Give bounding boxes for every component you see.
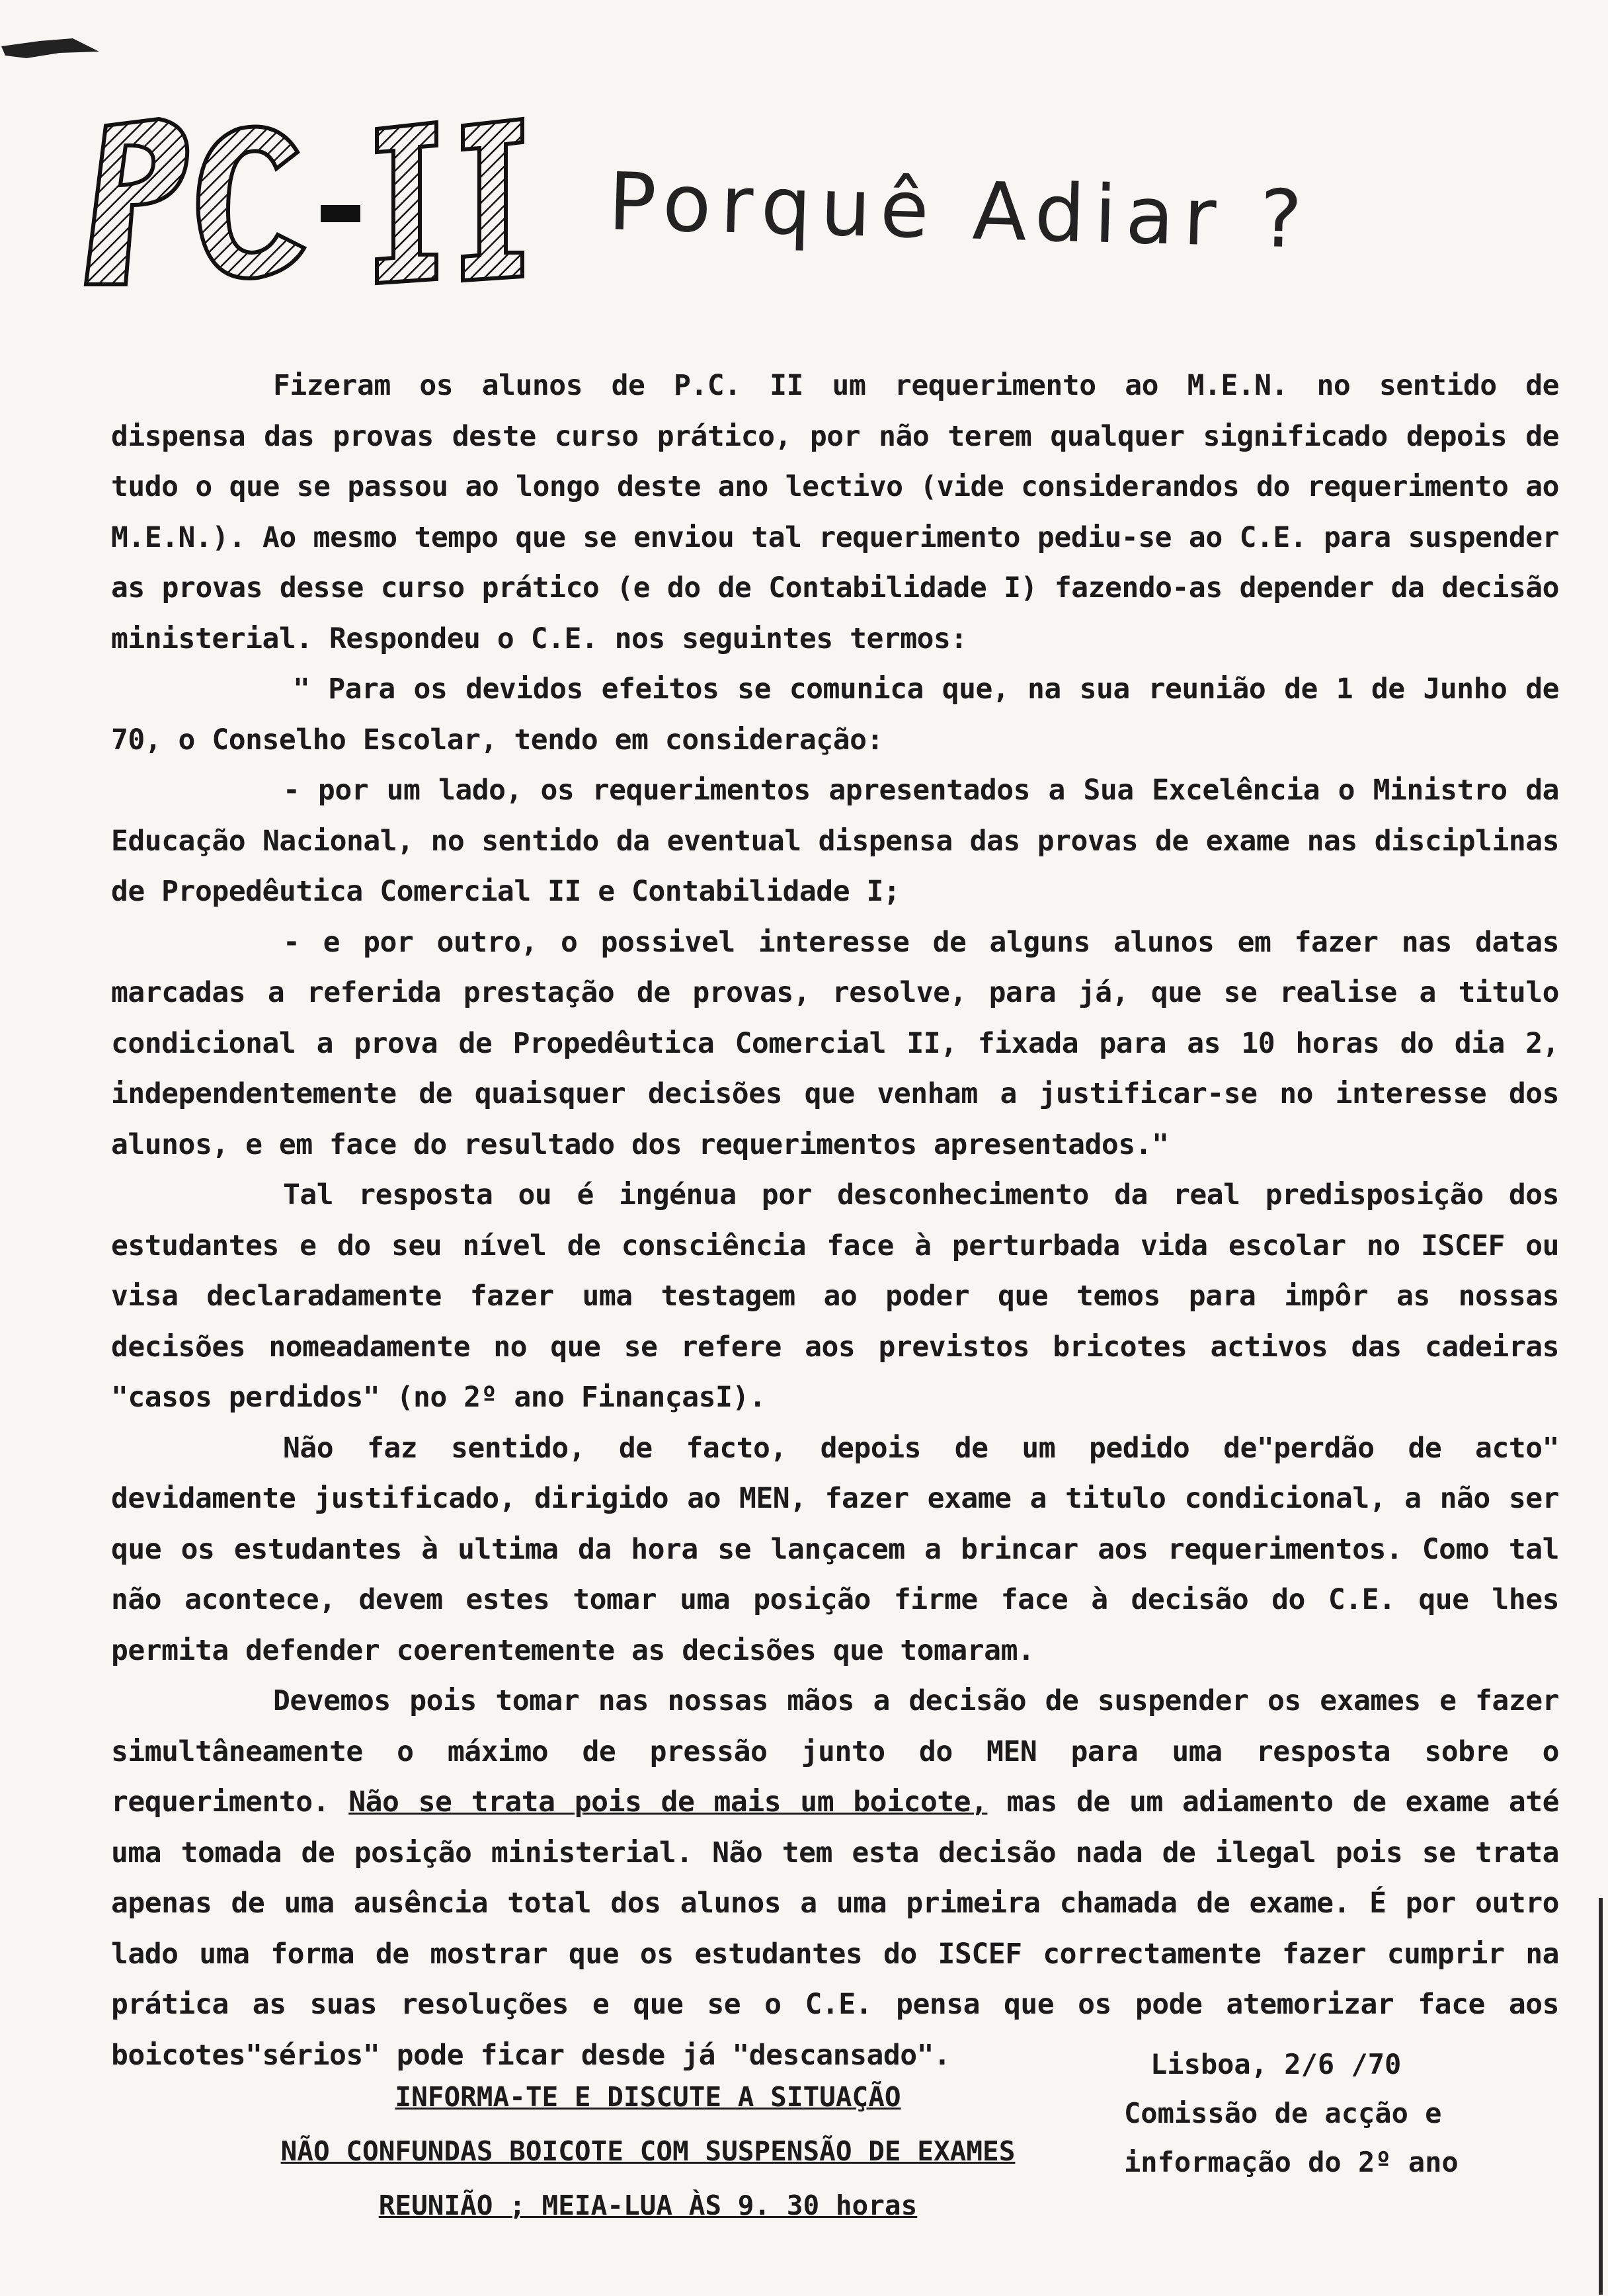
paragraph-3: Não faz sentido, de facto, depois de um pedido de"perdão de acto" devidamente justificado, dirigido ao MEN, fazer exame a titulo condicional, a não ser que os estudantes à ultima da hora se lançacem a brincar aos requerimentos. Como tal não acontece, devem estes tomar uma posição firme face à decisão do C.E. que lhes permita defender coerentemente as decisões que tomaram. [111,1431,1559,1667]
footer-slogans [218,2070,1078,2233]
paragraph-1: Fizeram os alunos de P.C. II um requerimento ao M.E.N. no sentido de dispensa das provas deste curso prático, por não terem qualquer significado depois de tudo o que se passou ao longo deste ano lectivo (vide considerandos do requerimento ao M.E.N.). Ao mesmo tempo que se enviou tal requerimento pediu-se ao C.E. para suspender as provas desse curso prático (e do de Contabilidade I) fazendo-as depender da decisão ministerial. Respondeu o C.E. nos seguintes termos: [111,369,1559,655]
paragraph-4-emphasis: Não se trata pois de mais um boicote, [348,1785,988,1819]
ink-smudge [0,26,106,73]
paragraph-4-end: mas de um adiamento de exame até uma tomada de posição ministerial. Não tem esta decisão nada de ilegal pois se trata apenas de uma ausência total dos alunos a uma primeira chamada de exame. É por outro lado uma forma de mostrar que os estudantes do ISCEF correctamente fazer cumprir na prática as suas resoluções e que se o C.E. pensa que os pode atemorizar face aos boicotes"sérios" pode ficar desde já "descansado". [111,1785,1559,2072]
paragraph-2: Tal resposta ou é ingénua por desconhecimento da real predisposição dos estudantes e do seu nível de consciência face à perturbada vida escolar no ISCEF ou visa declaradamente fazer uma testagem ao poder que temos para impôr as nossas decisões nomeadamente no que se refere aos previstos bricotes activos das cadeiras "casos perdidos" (no 2º ano FinançasI). [111,1178,1559,1414]
signature-line-2: informação do 2º ano [1124,2146,1459,2178]
signature-date: Lisboa, 2/6 /70 [1150,2048,1402,2080]
signature-line-1: Comissão de acção e [1124,2097,1442,2129]
quote-paragraph-2: - por um lado, os requerimentos apresentados a Sua Excelência o Ministro da Educação Nacional, no sentido da eventual dispensa das provas de exame nas disciplinas de Propedêutica Comercial II e Contabilidade I; [111,774,1559,908]
title-hatched-lettering [79,106,542,304]
paragraph-4-start: Devemos pois tomar nas nossas mãos a decisão de suspender os exames e fazer simultâneamente o máximo de pressão junto do MEN para uma resposta sobre o requerimento. [111,1684,1559,1819]
slogan-2: NÃO CONFUNDAS BOICOTE COM SUSPENSÃO DE EXAMES [280,2135,1016,2167]
slogan-1: INFORMA-TE E DISCUTE A SITUAÇÃO [395,2081,901,2113]
scan-edge-line [1599,1898,1603,2295]
document-subtitle: Porquê Adiar ? [607,156,1312,266]
document-header [79,106,1534,317]
slogan-3: REUNIÃO ; MEIA-LUA ÀS 9. 30 horas [378,2190,918,2221]
document-body [111,360,1559,2080]
quote-paragraph-3: - e por outro, o possivel interesse de alguns alunos em fazer nas datas marcadas a referida prestação de provas, resolve, para já, que se realise a titulo condicional a prova de Propedêutica Comercial II, fixada para as 10 horas do dia 2, independentemente de quaisquer decisões que venham a justificar-se no interesse dos alunos, e em face do resultado dos requerimentos apresentados." [111,925,1559,1161]
paragraph-4 [111,1676,1559,2080]
signature-block [1124,2040,1521,2187]
quote-paragraph-1: " Para os devidos efeitos se comunica que, na sua reunião de 1 de Junho de 70, o Conselho Escolar, tendo em consideração: [111,673,1559,757]
